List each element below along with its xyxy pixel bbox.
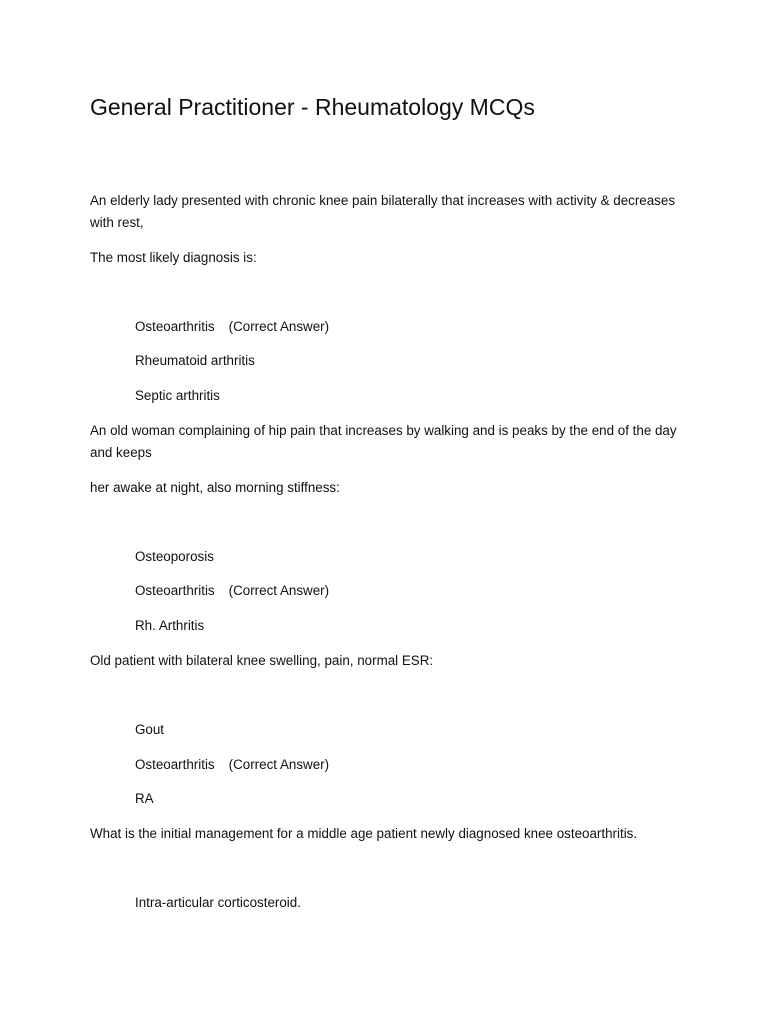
question-3-option-2 xyxy=(135,755,329,775)
question-3-option-3 xyxy=(135,789,154,809)
option-text: Osteoarthritis xyxy=(135,319,215,334)
question-1-option-1 xyxy=(135,317,329,337)
option-text: Rheumatoid arthritis xyxy=(135,353,255,368)
question-2-option-1 xyxy=(135,547,214,567)
option-text: Osteoporosis xyxy=(135,549,214,564)
question-4-option-1 xyxy=(135,893,301,913)
question-1-stem: An elderly lady presented with chronic knee pain bilaterally that increases with activity & decreases with rest, xyxy=(90,193,676,230)
question-2-option-2 xyxy=(135,581,329,601)
option-text: Rh. Arthritis xyxy=(135,618,205,633)
question-2-stem-continued: her awake at night, also morning stiffness: xyxy=(90,480,340,495)
correct-answer-tag: (Correct Answer) xyxy=(228,583,330,598)
option-text: Osteoarthritis xyxy=(135,757,215,772)
option-text: Gout xyxy=(135,722,165,737)
question-1-option-3 xyxy=(135,386,220,406)
question-2-stem: An old woman complaining of hip pain that increases by walking and is peaks by the end of the day and keeps xyxy=(90,423,677,460)
question-3-stem: Old patient with bilateral knee swelling, pain, normal ESR: xyxy=(90,653,434,668)
question-3-option-1 xyxy=(135,720,164,740)
question-4-stem: What is the initial management for a middle age patient newly diagnosed knee osteoarthritis. xyxy=(90,826,638,841)
option-text: Intra-articular corticosteroid. xyxy=(135,895,301,910)
option-text: Osteoarthritis xyxy=(135,583,215,598)
correct-answer-tag: (Correct Answer) xyxy=(228,757,330,772)
question-2-option-3 xyxy=(135,616,204,636)
question-1-option-2 xyxy=(135,351,255,371)
question-1-prompt: The most likely diagnosis is: xyxy=(90,250,257,265)
option-text: Septic arthritis xyxy=(135,388,220,403)
correct-answer-tag: (Correct Answer) xyxy=(228,319,330,334)
page-title: General Practitioner - Rheumatology MCQs xyxy=(90,94,535,120)
option-text: RA xyxy=(135,791,154,806)
